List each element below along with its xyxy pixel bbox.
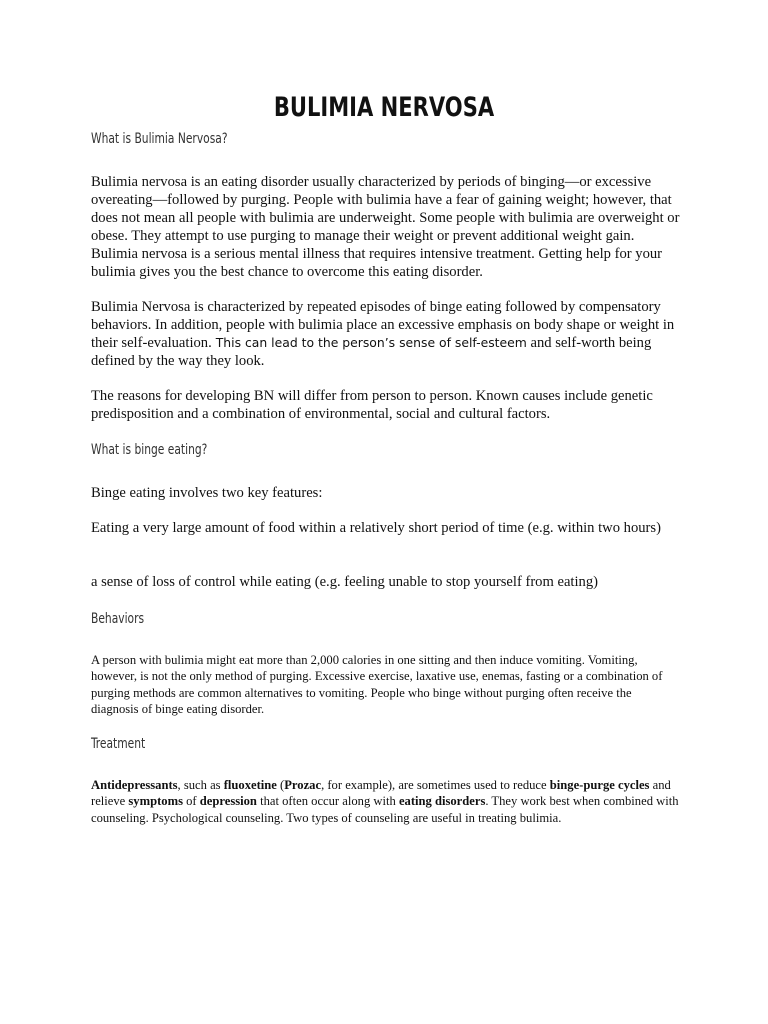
- bold-term: Antidepressants: [91, 778, 178, 792]
- document-title: BULIMIA NERVOSA: [273, 92, 495, 123]
- paragraph-treatment: [91, 777, 681, 826]
- bold-term: Prozac: [284, 778, 322, 792]
- paragraph-text: , for example), are sometimes used to reduce: [321, 778, 550, 792]
- paragraph-binge-feature-1: Eating a very large amount of food within a relatively short period of time (e.g. within two hours): [91, 520, 661, 536]
- bold-term: binge-purge cycles: [549, 778, 650, 792]
- bold-term: symptoms: [128, 794, 183, 809]
- paragraph-text: , such as: [177, 778, 224, 792]
- paragraph-text: Bulimia Nervosa is characterized by repeated episodes of binge eating followed by compensatory behaviors. In addition, people with bulimia place an excessive emphasis on body shape or weight in their self-evaluation.: [91, 299, 675, 351]
- paragraph-behaviors: A person with bulimia might eat more than 2,000 calories in one sitting and then induce vomiting. Vomiting, however, is not the only method of purging. Excessive exercise, laxative use, enemas, fasting or a combination of purging methods are common alternatives to vomiting. People who binge without purging often receive the diagnosis of binge eating disorder.: [91, 653, 663, 716]
- heading-binge-eating: What is binge eating?: [91, 442, 208, 458]
- heading-treatment: Treatment: [91, 736, 146, 752]
- paragraph-bulimia-definition: Bulimia nervosa is an eating disorder usually characterized by periods of binging—or excessive overeating—followed by purging. People with bulimia have a fear of gaining weight; however, that does not mean all people with bulimia are underweight. Some people with bulimia are overweight or obese. They attempt to use purging to manage their weight or prevent additional weight gain. Bulimia nervosa is a serious mental illness that requires intensive treatment. Getting help for your bulimia gives you the best chance to overcome this eating disorder.: [91, 174, 680, 280]
- paragraph-text: and relieve: [91, 778, 671, 809]
- paragraph-binge-feature-2: a sense of loss of control while eating (e.g. feeling unable to stop yourself from eating): [91, 574, 598, 590]
- paragraph-text: that often occur along with: [256, 794, 399, 809]
- bold-term: fluoxetine: [223, 778, 277, 792]
- paragraph-text-alt-font: This can lead to the person’s sense of self-esteem: [211, 335, 527, 350]
- paragraph-text: and self-worth being defined by the way they look.: [91, 335, 652, 369]
- paragraph-text: (: [276, 778, 285, 792]
- paragraph-bulimia-characterized: [91, 298, 681, 370]
- bold-term: eating disorders: [398, 794, 486, 809]
- heading-what-is-bulimia: What is Bulimia Nervosa?: [91, 131, 228, 147]
- heading-behaviors: Behaviors: [91, 611, 145, 627]
- paragraph-text: . They work best when combined with counseling. Psychological counseling. Two types of counseling are useful in treating bulimia.: [91, 794, 679, 825]
- bold-term: depression: [199, 794, 257, 809]
- paragraph-binge-intro: Binge eating involves two key features:: [91, 485, 323, 501]
- paragraph-bn-reasons: The reasons for developing BN will differ from person to person. Known causes include genetic predisposition and a combination of environmental, social and cultural factors.: [91, 388, 653, 422]
- paragraph-text: of: [182, 794, 200, 809]
